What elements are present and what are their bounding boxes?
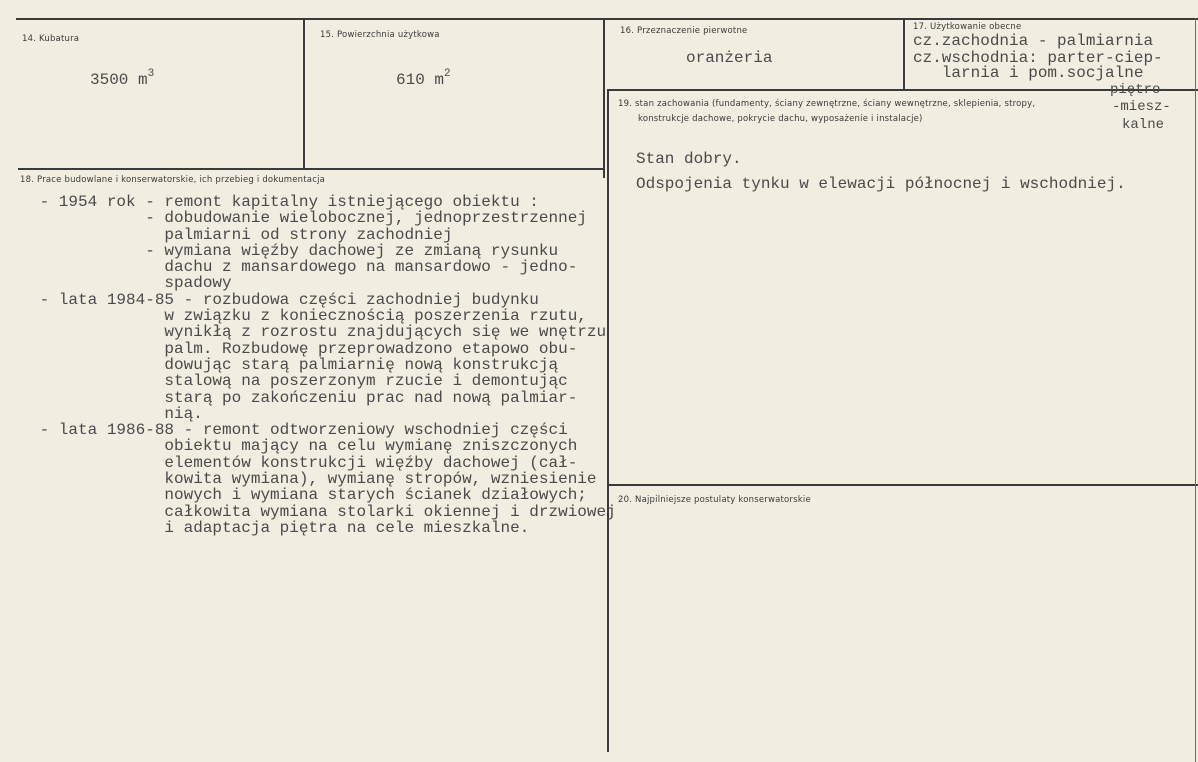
prace-line-17: elementów konstrukcji więźby dachowej (cał-: [30, 453, 578, 472]
stan-line-2: Odspojenia tynku w elewacji północnej i wschodniej.: [636, 175, 1126, 193]
row-19-bottom: [609, 484, 1198, 486]
prace-line-21: i adaptacja piętra na cele mieszkalne.: [30, 518, 530, 537]
uzytkowanie-line-1: cz.zachodnia - palmiarnia: [913, 32, 1154, 50]
top-border: [16, 18, 1198, 20]
powierzchnia-value: 610 $m^2$: [396, 68, 451, 89]
uzytkowanie-line-6: kalne: [1122, 117, 1165, 133]
kubatura-value: 3500 $m^3$: [90, 68, 155, 89]
przeznaczenie-value: oranżeria: [686, 49, 773, 67]
prace-line-4: - wymiana więźby dachowej ze zmianą rysunku: [30, 241, 559, 260]
uzytkowanie-line-5: -miesz-: [1112, 99, 1171, 115]
prace-line-2: - dobudowanie wielobocznej, jednoprzestrzennej: [30, 209, 587, 228]
prace-line-13: starą po zakończeniu prac nad nową palmiar-: [30, 388, 578, 407]
prace-line-12: stalową na poszerzonym rzucie i demontując: [30, 372, 568, 391]
stan-line-1: Stan dobry.: [636, 150, 742, 168]
prace-line-10: palm. Rozbudowę przeprowadzono etapowo obu-: [30, 339, 578, 358]
prace-line-16: obiektu mający na celu wymianę zniszczonych: [30, 437, 578, 456]
prace-line-7: - lata 1984-85 - rozbudowa części zachodniej budynku: [30, 290, 539, 309]
prace-line-1: - 1954 rok - remont kapitalny istniejącego obiektu :: [30, 193, 539, 211]
prace-line-6: spadowy: [30, 274, 232, 293]
prace-line-14: nią.: [30, 404, 203, 423]
divider-16-17: [903, 18, 905, 90]
stan-label-line-2: konstrukcje dachowe, pokrycie dachu, wyposażenie i instalacje): [638, 114, 923, 124]
prace-line-8: w związku z koniecznością poszerzenia rzutu,: [30, 307, 587, 326]
stan-label-line-1: 19. stan zachowania (fundamenty, ściany zewnętrzne, ściany wewnętrzne, sklepienia, stropy,: [618, 99, 1036, 109]
prace-line-19: nowych i wymiana starych ścianek działowych;: [30, 486, 587, 505]
prace-line-11: dowując starą palmiarnię nową konstrukcją: [30, 355, 559, 374]
row-14-15-bottom: [18, 168, 605, 170]
prace-text: [30, 194, 616, 536]
kubatura-label: 14. Kubatura: [22, 34, 80, 44]
prace-line-5: dachu z mansardowego na mansardowo - jedno-: [30, 258, 578, 277]
uzytkowanie-label: 17. Użytkowanie obecne: [913, 22, 1022, 32]
postulaty-label: 20. Najpilniejsze postulaty konserwatorskie: [618, 495, 811, 505]
prace-line-18: kowita wymiana), wymianę stropów, wzniesienie: [30, 470, 597, 489]
prace-line-3: palmiarni od strony zachodniej: [30, 225, 453, 244]
prace-line-15: - lata 1986-88 - remont odtworzeniowy wschodniej części: [30, 421, 568, 440]
uzytkowanie-line-3: larnia i pom.socjalne: [913, 64, 1144, 82]
prace-label: 18. Prace budowlane i konserwatorskie, ich przebieg i dokumentacja: [20, 175, 326, 185]
right-edge: [1195, 18, 1196, 762]
uzytkowanie-line-2: cz.wschodnia: parter-ciep-: [913, 49, 1163, 67]
przeznaczenie-label: 16. Przeznaczenie pierwotne: [620, 26, 748, 36]
prace-line-9: wynikłą z rozrostu znajdujących się we wnętrzu: [30, 323, 607, 342]
divider-14-15: [303, 18, 305, 170]
uzytkowanie-line-4: piętro-: [1110, 82, 1169, 98]
powierzchnia-label: 15. Powierzchnia użytkowa: [320, 30, 440, 40]
divider-main: [603, 18, 605, 178]
prace-line-20: całkowita wymiana stolarki okiennej i drzwiowej: [30, 502, 616, 521]
